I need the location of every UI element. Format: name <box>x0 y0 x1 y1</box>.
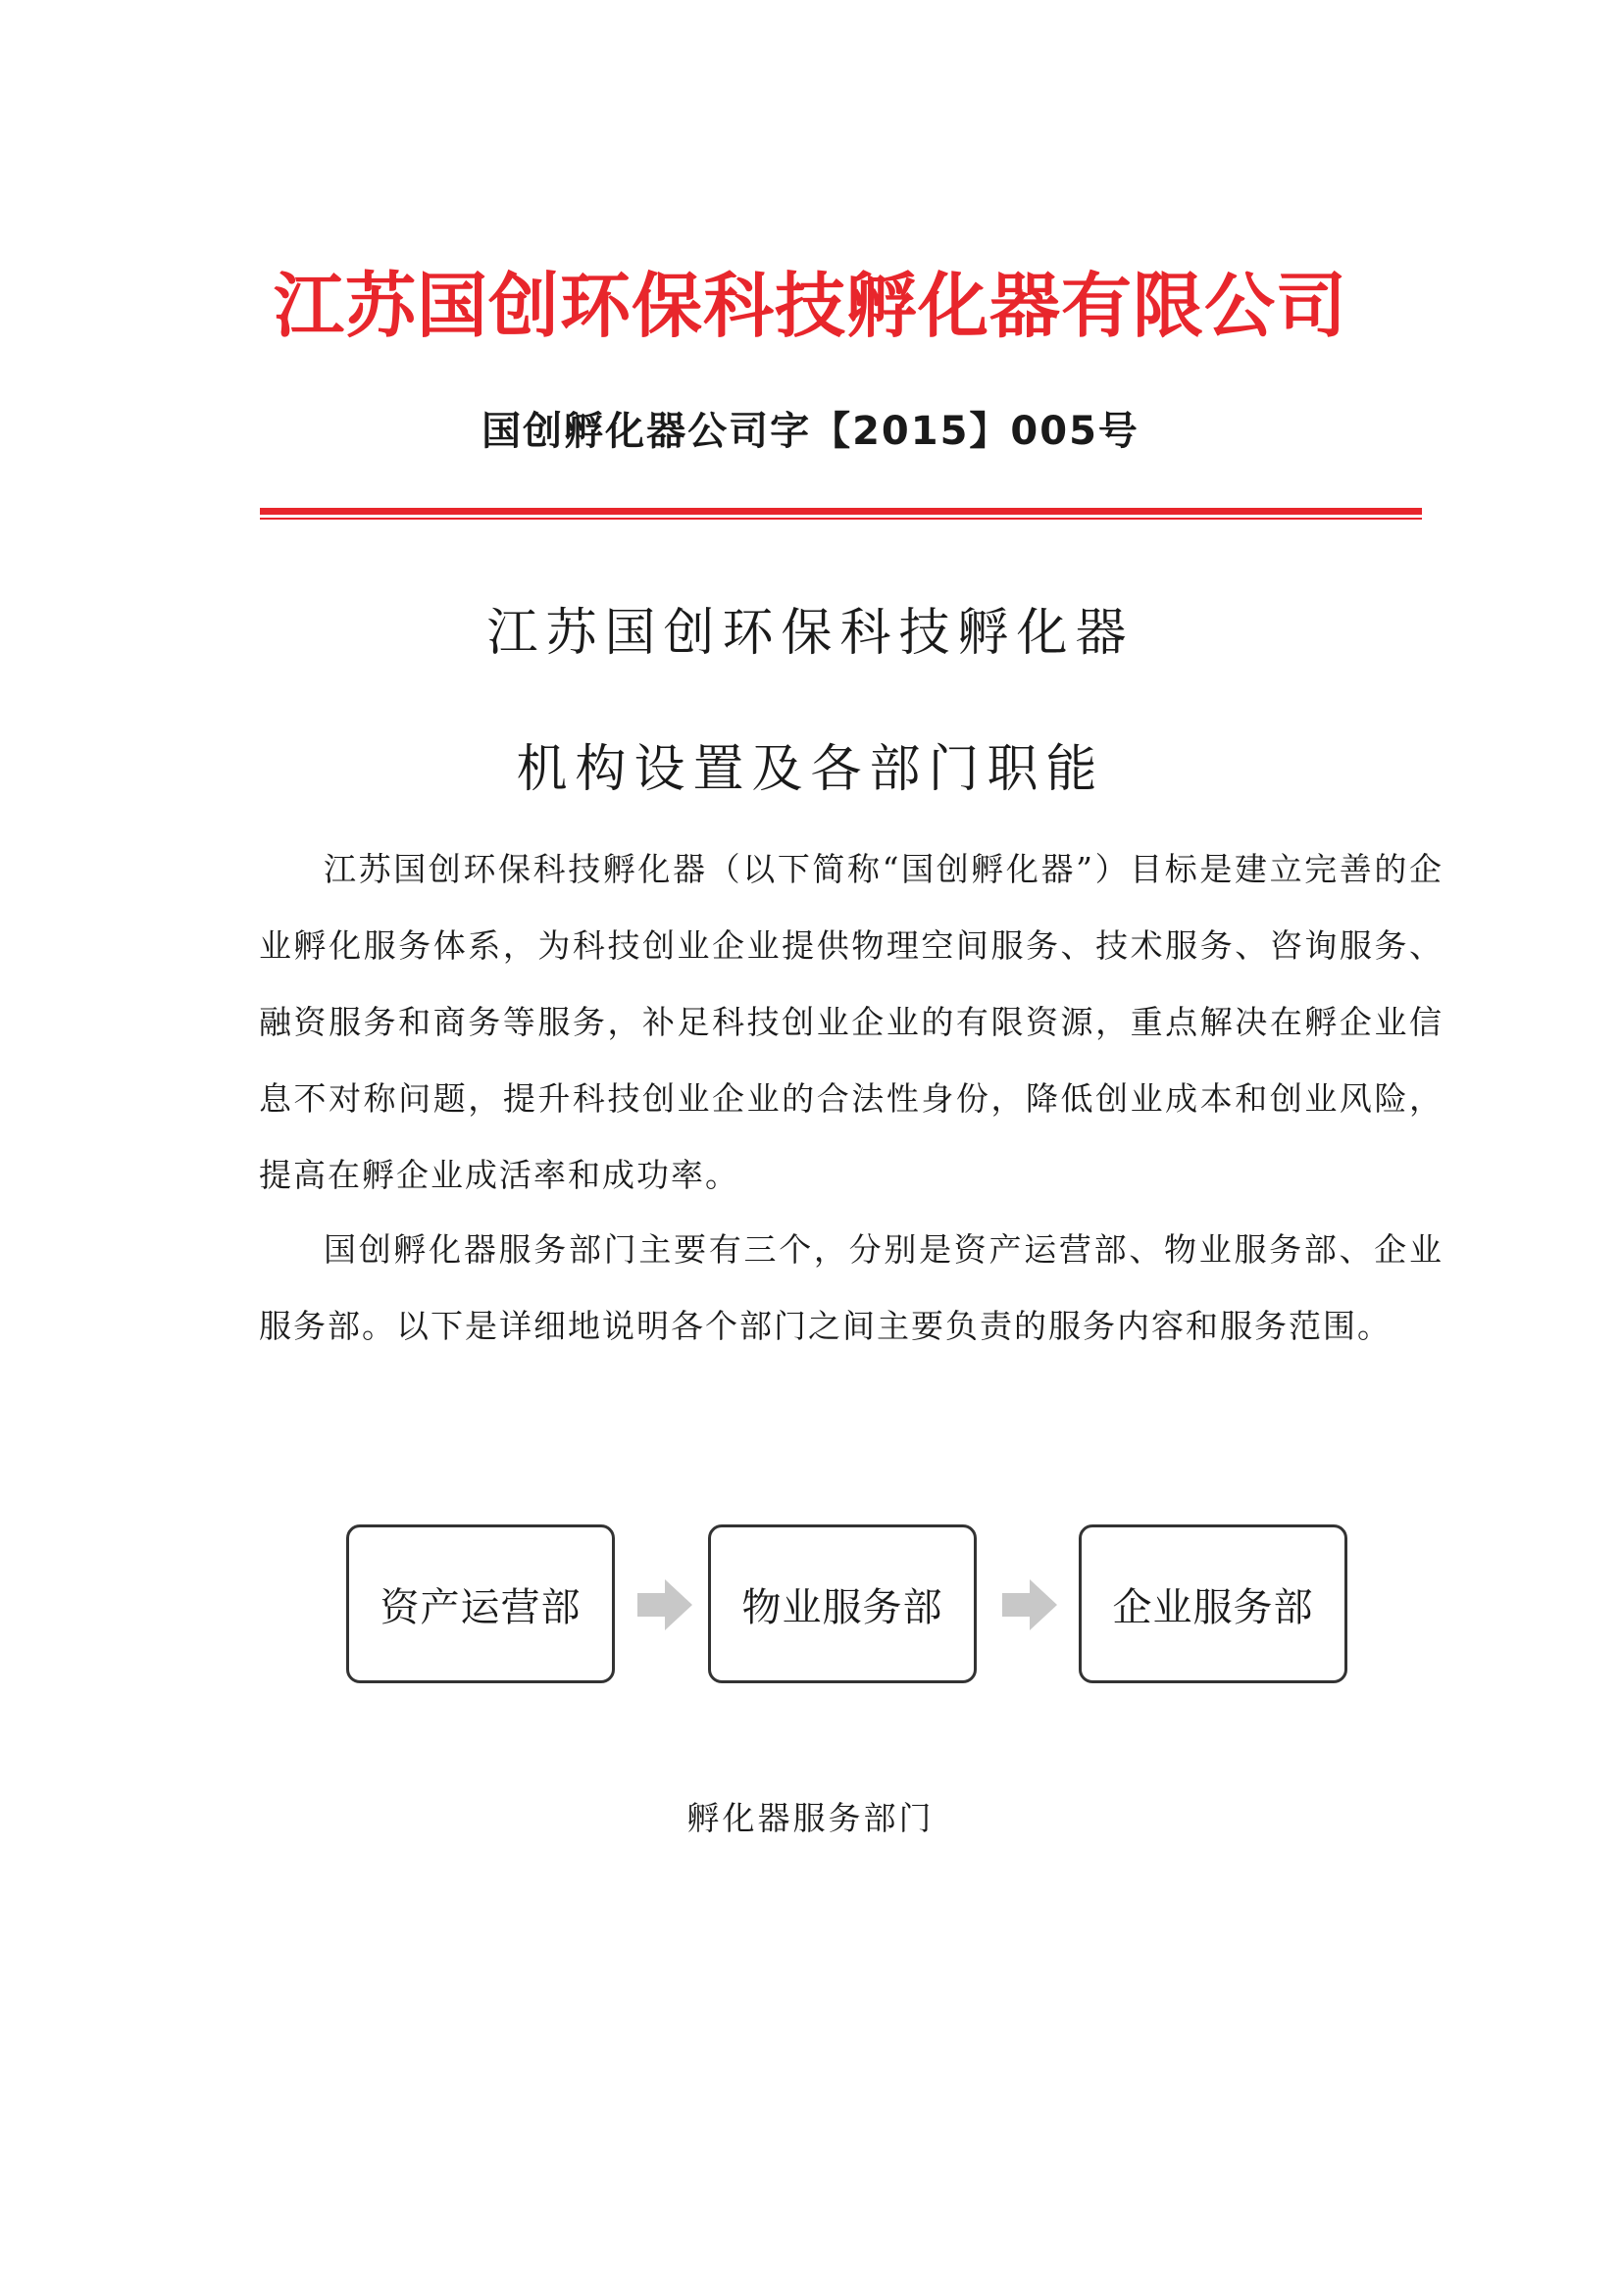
red-rule-thin <box>260 518 1422 520</box>
body-paragraph-2: 国创孵化器服务部门主要有三个，分别是资产运营部、物业服务部、企业服务部。以下是详细地说明各个部门之间主要负责的服务内容和服务范围。 <box>259 1230 1444 1345</box>
header-red-rule <box>260 508 1422 522</box>
department-box-enterprise-services: 企业服务部 <box>1079 1524 1347 1683</box>
red-rule-thick <box>260 508 1422 515</box>
department-box-asset-operations: 资产运营部 <box>346 1524 615 1683</box>
document-number: 国创孵化器公司字【2015】005号 <box>481 409 1140 454</box>
flow-arrow-right-icon <box>635 1575 694 1634</box>
document-title-line2: 机构设置及各部门职能 <box>516 740 1105 799</box>
body-paragraph-1: 江苏国创环保科技孵化器（以下简称“国创孵化器”）目标是建立完善的企业孵化服务体系，为科技创业企业提供物理空间服务、技术服务、咨询服务、融资服务和商务等服务，补足科技创业企业的有限资源，重点解决在孵企业信息不对称问题，提升科技创业企业的合法性身份，降低创业成本和创业风险，提高在孵企业成活率和成功率。 <box>259 850 1444 1194</box>
company-name-header: 江苏国创环保科技孵化器有限公司 <box>273 265 1347 347</box>
document-title-line1: 江苏国创环保科技孵化器 <box>486 604 1135 663</box>
diagram-caption: 孵化器服务部门 <box>686 1799 935 1837</box>
flow-arrow-right-icon <box>1000 1575 1059 1634</box>
department-box-property-services: 物业服务部 <box>708 1524 977 1683</box>
department-flow-diagram <box>0 1524 1621 1691</box>
